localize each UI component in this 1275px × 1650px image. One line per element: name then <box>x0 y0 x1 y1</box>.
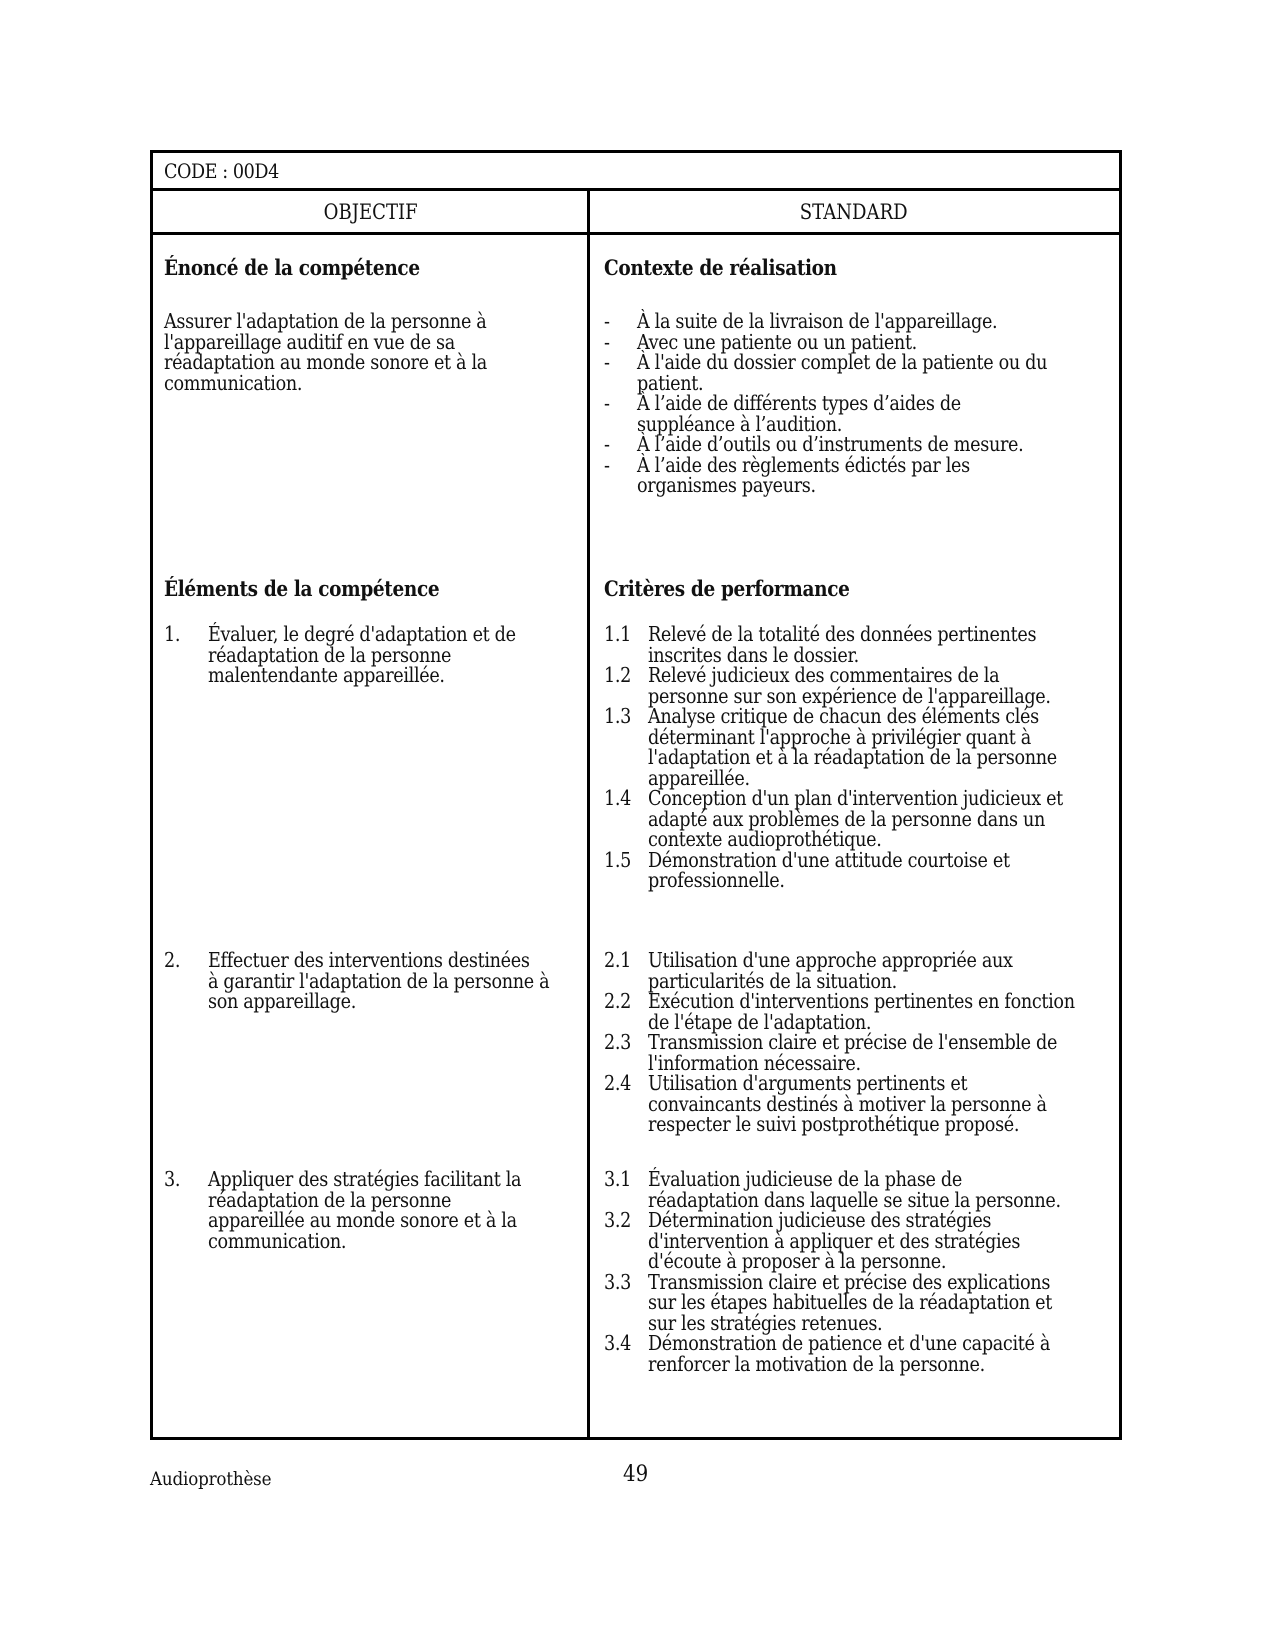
critere-item <box>604 788 1111 850</box>
item-number: 3.1 <box>604 1167 632 1191</box>
contexte-item <box>604 452 1111 497</box>
item-number: 2.1 <box>604 948 632 972</box>
page-number: 49 <box>623 1462 649 1487</box>
item-text-line: À l’aide de différents types d’aides de <box>637 391 961 415</box>
item-text-line: son appareillage. <box>208 989 356 1013</box>
item-text-line: sur les étapes habituelles de la réadaptation et <box>648 1290 1053 1314</box>
item-text-line: Conception d'un plan d'intervention judicieux et <box>648 786 1063 810</box>
code-row <box>153 153 1119 191</box>
item-number: - <box>604 432 610 456</box>
item-number: 1.2 <box>604 663 632 687</box>
critere-item <box>604 1210 1111 1272</box>
item-text-line: Démonstration de patience et d'une capacité à <box>648 1331 1051 1355</box>
item-text-line: Appliquer des stratégies facilitant la <box>208 1167 522 1191</box>
item-number: 2. <box>164 948 181 972</box>
contexte-item <box>604 311 1111 332</box>
item-number: 1.1 <box>604 622 632 646</box>
item-text-line: À l’aide d’outils ou d’instruments de mesure. <box>637 432 1024 456</box>
elements-title: Éléments de la compétence <box>164 576 440 601</box>
item-number: - <box>604 452 610 477</box>
element-item-2 <box>164 950 579 1012</box>
item-number: - <box>604 350 610 374</box>
item-text-line: adapté aux problèmes de la personne dans un <box>648 806 1045 831</box>
criteres-group-3 <box>604 1169 1111 1374</box>
item-text-line: d'écoute à proposer à la personne. <box>648 1249 947 1273</box>
contexte-title: Contexte de réalisation <box>604 255 837 280</box>
item-text-line: patient. <box>637 370 704 395</box>
item-number: 2.2 <box>604 989 632 1013</box>
list-item <box>164 1169 579 1251</box>
contexte-item <box>604 329 1111 354</box>
header-row <box>153 191 1119 235</box>
critere-item <box>604 1169 1111 1210</box>
item-text-line: l'adaptation et à la réadaptation de la personne <box>648 745 1057 769</box>
critere-item <box>604 950 1111 991</box>
critere-item <box>604 1269 1111 1335</box>
column-divider <box>587 191 590 1437</box>
item-text-line: Démonstration d'une attitude courtoise et <box>648 847 1010 872</box>
list-item <box>164 950 579 1012</box>
item-number: 1.4 <box>604 786 632 810</box>
item-text-line: À la suite de la livraison de l'appareillage. <box>637 309 998 333</box>
item-text-line: Effectuer des interventions destinées <box>208 948 530 972</box>
text-line: communication. <box>164 370 303 395</box>
item-number: - <box>604 391 610 415</box>
item-text-line: à garantir l'adaptation de la personne à <box>208 968 550 993</box>
item-text-line: réadaptation de la personne <box>208 642 452 667</box>
header-objectif: OBJECTIF <box>323 200 419 224</box>
item-text-line: Exécution d'interventions pertinentes en fonction <box>648 989 1075 1013</box>
item-text-line: Détermination judicieuse des stratégies <box>648 1208 992 1232</box>
item-text-line: personne sur son expérience de l'appareillage. <box>648 683 1051 708</box>
contexte-item <box>604 352 1111 393</box>
item-text-line: organismes payeurs. <box>637 473 816 497</box>
item-text-line: appareillée au monde sonore et à la <box>208 1208 517 1232</box>
item-text-line: À l'aide du dossier complet de la patiente ou du <box>637 350 1048 374</box>
item-text-line: respecter le suivi postprothétique proposé. <box>648 1112 1020 1136</box>
critere-item <box>604 1032 1111 1073</box>
item-number: 1. <box>164 622 181 646</box>
item-text-line: d'intervention à appliquer et des stratégies <box>648 1228 1021 1253</box>
item-text-line: communication. <box>208 1228 347 1253</box>
list-item <box>164 624 579 686</box>
item-number: 1.3 <box>604 704 632 728</box>
enonce-title: Énoncé de la compétence <box>164 255 420 280</box>
item-number: 3.2 <box>604 1208 632 1232</box>
enonce-text <box>164 311 579 393</box>
criteres-group-1 <box>604 624 1111 891</box>
item-number: 3.4 <box>604 1331 632 1355</box>
item-text-line: renforcer la motivation de la personne. <box>648 1351 985 1376</box>
critere-item <box>604 624 1111 665</box>
item-text-line: Analyse critique de chacun des éléments clés <box>648 704 1039 728</box>
element-item-1 <box>164 624 579 686</box>
critere-item <box>604 847 1111 892</box>
item-text-line: Relevé judicieux des commentaires de la <box>648 663 1000 687</box>
item-number: 2.4 <box>604 1071 632 1095</box>
competency-code: CODE : 00D4 <box>164 159 279 183</box>
item-number: - <box>604 329 610 354</box>
item-number: 2.3 <box>604 1030 632 1054</box>
item-text-line: contexte audioprothétique. <box>648 827 882 851</box>
critere-item <box>604 665 1111 706</box>
item-text-line: Utilisation d'une approche appropriée aux <box>648 948 1013 972</box>
item-text-line: Utilisation d'arguments pertinents et <box>648 1071 968 1095</box>
item-text-line: particularités de la situation. <box>648 968 897 993</box>
competency-table <box>150 150 1122 1440</box>
standard-column <box>604 235 1111 1437</box>
item-text-line: À l’aide des règlements édictés par les <box>637 452 970 477</box>
item-text-line: professionnelle. <box>648 868 785 892</box>
objectif-column <box>164 235 579 1437</box>
item-text-line: malentendante appareillée. <box>208 663 445 687</box>
text-line: réadaptation au monde sonore et à la <box>164 350 487 374</box>
item-number: 3. <box>164 1167 181 1191</box>
contexte-item <box>604 393 1111 434</box>
text-line: Assurer l'adaptation de la personne à <box>164 309 487 333</box>
item-text-line: Évaluer, le degré d'adaptation et de <box>208 622 516 646</box>
item-text-line: appareillée. <box>648 765 750 790</box>
item-text-line: Évaluation judicieuse de la phase de <box>648 1167 962 1191</box>
item-number: 1.5 <box>604 847 632 872</box>
footer-document-name: Audioprothèse <box>150 1468 272 1490</box>
item-text-line: réadaptation de la personne <box>208 1187 452 1212</box>
item-text-line: inscrites dans le dossier. <box>648 642 859 667</box>
item-text-line: réadaptation dans laquelle se situe la personne. <box>648 1187 1061 1212</box>
item-text-line: l'information nécessaire. <box>648 1050 861 1075</box>
header-standard: STANDARD <box>800 200 908 224</box>
critere-item <box>604 706 1111 788</box>
contexte-item <box>604 434 1111 455</box>
criteres-group-2 <box>604 950 1111 1135</box>
item-text-line: Transmission claire et précise de l'ensemble de <box>648 1030 1058 1054</box>
item-text-line: déterminant l'approche à privilégier quant à <box>648 724 1031 749</box>
item-text-line: de l'étape de l'adaptation. <box>648 1009 872 1034</box>
item-text-line: convaincants destinés à motiver la personne à <box>648 1091 1047 1116</box>
item-text-line: Relevé de la totalité des données pertinentes <box>648 622 1037 646</box>
item-text-line: Transmission claire et précise des explications <box>648 1269 1051 1294</box>
item-text-line: Avec une patiente ou un patient. <box>637 329 917 354</box>
item-number: - <box>604 309 610 333</box>
critere-item <box>604 1333 1111 1374</box>
item-text-line: suppléance à l’audition. <box>637 411 843 436</box>
element-item-3 <box>164 1169 579 1251</box>
critere-item <box>604 1073 1111 1135</box>
item-number: 3.3 <box>604 1269 632 1294</box>
critere-item <box>604 991 1111 1032</box>
item-text-line: sur les stratégies retenues. <box>648 1310 883 1335</box>
criteres-title: Critères de performance <box>604 576 850 601</box>
contexte-list <box>604 311 1111 496</box>
text-line: l'appareillage auditif en vue de sa <box>164 329 455 354</box>
